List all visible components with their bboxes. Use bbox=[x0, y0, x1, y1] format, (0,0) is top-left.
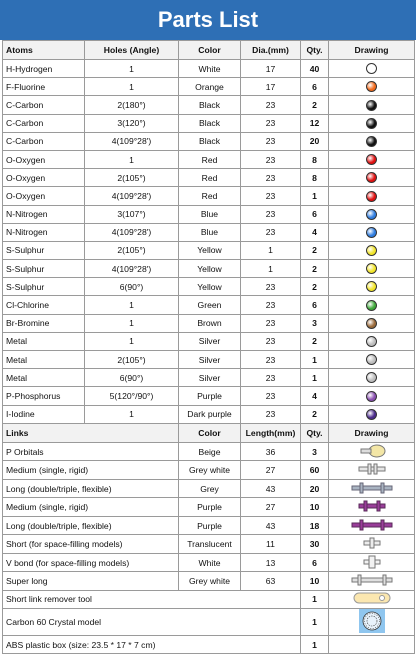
atom-holes: 2(105°) bbox=[85, 241, 179, 259]
link-drawing bbox=[329, 461, 415, 480]
atom-ball-icon bbox=[366, 136, 377, 147]
atom-qty: 8 bbox=[301, 150, 329, 168]
link-row bbox=[3, 442, 415, 461]
atom-ball-icon bbox=[366, 372, 377, 383]
atom-ball-icon bbox=[366, 245, 377, 256]
atom-dia: 23 bbox=[241, 278, 301, 296]
link-drawing-header: Drawing bbox=[329, 423, 415, 442]
atom-name: I-Iodine bbox=[3, 405, 85, 423]
atom-dia: 23 bbox=[241, 405, 301, 423]
atom-row bbox=[3, 369, 415, 387]
link-qty: 20 bbox=[301, 479, 329, 498]
holes-header: Holes (Angle) bbox=[85, 41, 179, 60]
atom-color: Black bbox=[179, 114, 241, 132]
link-name: Short (for space-filling models) bbox=[3, 535, 179, 554]
atom-qty: 1 bbox=[301, 351, 329, 369]
atom-qty: 2 bbox=[301, 405, 329, 423]
v-bond-icon bbox=[361, 555, 383, 571]
link-qty: 10 bbox=[301, 498, 329, 517]
atom-row bbox=[3, 60, 415, 78]
atom-holes: 2(105°) bbox=[85, 351, 179, 369]
atom-ball-icon bbox=[366, 172, 377, 183]
extra-name: ABS plastic box (size: 23.5 * 17 * 7 cm) bbox=[3, 635, 301, 653]
atom-color: Silver bbox=[179, 369, 241, 387]
atom-ball-icon bbox=[366, 209, 377, 220]
page-title bbox=[0, 0, 416, 40]
extra-row bbox=[3, 635, 415, 653]
atom-ball-icon bbox=[366, 63, 377, 74]
atom-ball-icon bbox=[366, 227, 377, 238]
link-row bbox=[3, 553, 415, 572]
extra-row bbox=[3, 590, 415, 608]
atom-name: Metal bbox=[3, 351, 85, 369]
atom-dia: 23 bbox=[241, 96, 301, 114]
short-link-icon bbox=[361, 536, 383, 552]
link-color: Grey white bbox=[179, 572, 241, 591]
atom-dia: 23 bbox=[241, 296, 301, 314]
atom-color: Orange bbox=[179, 78, 241, 96]
atom-qty: 4 bbox=[301, 387, 329, 405]
atom-drawing bbox=[329, 260, 415, 278]
atom-row bbox=[3, 387, 415, 405]
atom-holes: 1 bbox=[85, 296, 179, 314]
atom-color: Silver bbox=[179, 351, 241, 369]
atom-name: S-Sulphur bbox=[3, 241, 85, 259]
atom-name: S-Sulphur bbox=[3, 278, 85, 296]
atom-ball-icon bbox=[366, 118, 377, 129]
atom-holes: 1 bbox=[85, 60, 179, 78]
atom-color: Red bbox=[179, 187, 241, 205]
extra-drawing bbox=[329, 590, 415, 608]
link-qty: 60 bbox=[301, 461, 329, 480]
link-drawing bbox=[329, 498, 415, 517]
atom-color: Yellow bbox=[179, 278, 241, 296]
link-length: 43 bbox=[241, 516, 301, 535]
link-name: Medium (single, rigid) bbox=[3, 498, 179, 517]
atom-ball-icon bbox=[366, 409, 377, 420]
atom-dia: 1 bbox=[241, 260, 301, 278]
links-table-body bbox=[3, 423, 415, 590]
atom-ball-icon bbox=[366, 336, 377, 347]
extra-name: Short link remover tool bbox=[3, 590, 301, 608]
link-name: Medium (single, rigid) bbox=[3, 461, 179, 480]
atom-ball-icon bbox=[366, 300, 377, 311]
atom-ball-icon bbox=[366, 191, 377, 202]
link-row bbox=[3, 572, 415, 591]
link-row bbox=[3, 516, 415, 535]
atom-color: White bbox=[179, 60, 241, 78]
atom-dia: 23 bbox=[241, 332, 301, 350]
atom-color: Purple bbox=[179, 387, 241, 405]
link-color: Purple bbox=[179, 498, 241, 517]
atom-drawing bbox=[329, 169, 415, 187]
atom-name: C-Carbon bbox=[3, 114, 85, 132]
atom-name: O-Oxygen bbox=[3, 169, 85, 187]
atom-name: C-Carbon bbox=[3, 132, 85, 150]
atom-qty: 1 bbox=[301, 369, 329, 387]
atom-name: O-Oxygen bbox=[3, 150, 85, 168]
atom-holes: 3(107°) bbox=[85, 205, 179, 223]
atom-drawing bbox=[329, 296, 415, 314]
atom-row bbox=[3, 78, 415, 96]
atom-holes: 1 bbox=[85, 150, 179, 168]
atom-dia: 23 bbox=[241, 132, 301, 150]
parts-table bbox=[2, 40, 415, 654]
atom-row bbox=[3, 169, 415, 187]
atom-row bbox=[3, 332, 415, 350]
atom-color: Dark purple bbox=[179, 405, 241, 423]
atom-holes: 2(180°) bbox=[85, 96, 179, 114]
drawing-header: Drawing bbox=[329, 41, 415, 60]
link-length: 13 bbox=[241, 553, 301, 572]
atom-dia: 17 bbox=[241, 60, 301, 78]
link-drawing bbox=[329, 572, 415, 591]
color-header: Color bbox=[179, 41, 241, 60]
atoms-header: Atoms bbox=[3, 41, 85, 60]
atom-qty: 8 bbox=[301, 169, 329, 187]
atom-row bbox=[3, 96, 415, 114]
atom-drawing bbox=[329, 60, 415, 78]
atom-row bbox=[3, 296, 415, 314]
extra-qty: 1 bbox=[301, 635, 329, 653]
extra-qty: 1 bbox=[301, 590, 329, 608]
link-drawing bbox=[329, 535, 415, 554]
atom-holes: 4(109°28') bbox=[85, 187, 179, 205]
atom-row bbox=[3, 205, 415, 223]
extra-row bbox=[3, 608, 415, 635]
link-color: Beige bbox=[179, 442, 241, 461]
atom-holes: 5(120°/90°) bbox=[85, 387, 179, 405]
link-name: V bond (for space-filling models) bbox=[3, 553, 179, 572]
atom-name: P-Phosphorus bbox=[3, 387, 85, 405]
link-length: 11 bbox=[241, 535, 301, 554]
atom-dia: 23 bbox=[241, 223, 301, 241]
link-qty: 18 bbox=[301, 516, 329, 535]
link-length: 43 bbox=[241, 479, 301, 498]
atom-color: Red bbox=[179, 169, 241, 187]
atom-holes: 1 bbox=[85, 332, 179, 350]
link-color: Grey bbox=[179, 479, 241, 498]
atom-color: Yellow bbox=[179, 260, 241, 278]
atom-name: C-Carbon bbox=[3, 96, 85, 114]
atom-qty: 2 bbox=[301, 278, 329, 296]
atom-holes: 2(105°) bbox=[85, 169, 179, 187]
links-header-row bbox=[3, 423, 415, 442]
atom-dia: 23 bbox=[241, 369, 301, 387]
length-header: Length(mm) bbox=[241, 423, 301, 442]
atom-color: Green bbox=[179, 296, 241, 314]
link-qty: 10 bbox=[301, 572, 329, 591]
link-color: Translucent bbox=[179, 535, 241, 554]
link-name: Long (double/triple, flexible) bbox=[3, 479, 179, 498]
atom-drawing bbox=[329, 241, 415, 259]
dia-header: Dia.(mm) bbox=[241, 41, 301, 60]
atom-ball-icon bbox=[366, 281, 377, 292]
atom-holes: 6(90°) bbox=[85, 278, 179, 296]
atom-holes: 1 bbox=[85, 405, 179, 423]
link-qty: 3 bbox=[301, 442, 329, 461]
link-name: Super long bbox=[3, 572, 179, 591]
atom-dia: 1 bbox=[241, 241, 301, 259]
atom-name: Metal bbox=[3, 332, 85, 350]
atom-holes: 4(109°28') bbox=[85, 223, 179, 241]
atom-qty: 2 bbox=[301, 241, 329, 259]
link-row bbox=[3, 479, 415, 498]
atom-holes: 4(109°28') bbox=[85, 132, 179, 150]
atom-drawing bbox=[329, 405, 415, 423]
atom-dia: 23 bbox=[241, 314, 301, 332]
atom-drawing bbox=[329, 114, 415, 132]
atom-color: Yellow bbox=[179, 241, 241, 259]
atom-dia: 23 bbox=[241, 169, 301, 187]
extra-drawing bbox=[329, 635, 415, 653]
atom-drawing bbox=[329, 132, 415, 150]
atom-name: Metal bbox=[3, 369, 85, 387]
atom-row bbox=[3, 260, 415, 278]
atom-qty: 12 bbox=[301, 114, 329, 132]
atom-name: F-Fluorine bbox=[3, 78, 85, 96]
atom-name: N-Nitrogen bbox=[3, 205, 85, 223]
link-row bbox=[3, 535, 415, 554]
link-drawing bbox=[329, 442, 415, 461]
atom-drawing bbox=[329, 78, 415, 96]
atom-name: H-Hydrogen bbox=[3, 60, 85, 78]
atom-row bbox=[3, 187, 415, 205]
link-drawing bbox=[329, 516, 415, 535]
atom-qty: 2 bbox=[301, 332, 329, 350]
atom-color: Black bbox=[179, 96, 241, 114]
atom-ball-icon bbox=[366, 81, 377, 92]
link-length: 27 bbox=[241, 498, 301, 517]
atom-drawing bbox=[329, 150, 415, 168]
atom-holes: 6(90°) bbox=[85, 369, 179, 387]
c60-model-icon bbox=[359, 609, 385, 635]
atom-row bbox=[3, 278, 415, 296]
atom-row bbox=[3, 114, 415, 132]
atom-drawing bbox=[329, 96, 415, 114]
atom-row bbox=[3, 314, 415, 332]
atom-name: N-Nitrogen bbox=[3, 223, 85, 241]
atom-color: Brown bbox=[179, 314, 241, 332]
link-length: 36 bbox=[241, 442, 301, 461]
p-orbital-icon bbox=[357, 444, 387, 460]
atom-qty: 20 bbox=[301, 132, 329, 150]
atom-ball-icon bbox=[366, 318, 377, 329]
atom-holes: 3(120°) bbox=[85, 114, 179, 132]
atom-dia: 23 bbox=[241, 387, 301, 405]
link-length: 63 bbox=[241, 572, 301, 591]
extra-qty: 1 bbox=[301, 608, 329, 635]
atom-holes: 1 bbox=[85, 78, 179, 96]
extra-name: Carbon 60 Crystal model bbox=[3, 608, 301, 635]
atom-dia: 23 bbox=[241, 114, 301, 132]
atom-color: Blue bbox=[179, 205, 241, 223]
atom-dia: 17 bbox=[241, 78, 301, 96]
link-drawing bbox=[329, 553, 415, 572]
atom-holes: 1 bbox=[85, 314, 179, 332]
super-long-link-icon bbox=[350, 573, 394, 589]
links-header: Links bbox=[3, 423, 179, 442]
link-qty: 6 bbox=[301, 553, 329, 572]
atom-drawing bbox=[329, 278, 415, 296]
atom-qty: 6 bbox=[301, 78, 329, 96]
atom-dia: 23 bbox=[241, 351, 301, 369]
long-purple-link-icon bbox=[350, 518, 394, 534]
atom-drawing bbox=[329, 332, 415, 350]
atom-qty: 6 bbox=[301, 205, 329, 223]
extra-drawing bbox=[329, 608, 415, 635]
atom-qty: 3 bbox=[301, 314, 329, 332]
atom-row bbox=[3, 132, 415, 150]
link-color: White bbox=[179, 553, 241, 572]
atom-name: Cl-Chlorine bbox=[3, 296, 85, 314]
atom-drawing bbox=[329, 205, 415, 223]
atom-row bbox=[3, 150, 415, 168]
atom-row bbox=[3, 223, 415, 241]
atom-drawing bbox=[329, 351, 415, 369]
medium-purple-link-icon bbox=[357, 499, 387, 515]
link-color: Grey white bbox=[179, 461, 241, 480]
atom-color: Silver bbox=[179, 332, 241, 350]
title-text: Parts List bbox=[157, 7, 259, 32]
atom-drawing bbox=[329, 223, 415, 241]
atom-drawing bbox=[329, 387, 415, 405]
link-color-header: Color bbox=[179, 423, 241, 442]
atom-qty: 1 bbox=[301, 187, 329, 205]
atom-drawing bbox=[329, 369, 415, 387]
atom-ball-icon bbox=[366, 100, 377, 111]
atom-name: Br-Bromine bbox=[3, 314, 85, 332]
long-grey-link-icon bbox=[350, 481, 394, 497]
atom-ball-icon bbox=[366, 354, 377, 365]
atom-holes: 4(109°28') bbox=[85, 260, 179, 278]
atom-ball-icon bbox=[366, 391, 377, 402]
link-qty-header: Qty. bbox=[301, 423, 329, 442]
link-row bbox=[3, 498, 415, 517]
atom-qty: 2 bbox=[301, 96, 329, 114]
atom-drawing bbox=[329, 187, 415, 205]
medium-link-icon bbox=[357, 462, 387, 478]
atom-qty: 6 bbox=[301, 296, 329, 314]
atoms-table-body bbox=[3, 41, 415, 424]
link-name: Long (double/triple, flexible) bbox=[3, 516, 179, 535]
atom-qty: 4 bbox=[301, 223, 329, 241]
atom-row bbox=[3, 241, 415, 259]
link-length: 27 bbox=[241, 461, 301, 480]
atom-row bbox=[3, 351, 415, 369]
link-row bbox=[3, 461, 415, 480]
atom-row bbox=[3, 405, 415, 423]
link-color: Purple bbox=[179, 516, 241, 535]
atom-qty: 2 bbox=[301, 260, 329, 278]
atoms-header-row bbox=[3, 41, 415, 60]
atom-color: Black bbox=[179, 132, 241, 150]
extras-table-body bbox=[3, 590, 415, 653]
atom-drawing bbox=[329, 314, 415, 332]
atom-color: Blue bbox=[179, 223, 241, 241]
atom-ball-icon bbox=[366, 154, 377, 165]
atom-qty: 40 bbox=[301, 60, 329, 78]
atom-name: O-Oxygen bbox=[3, 187, 85, 205]
atom-dia: 23 bbox=[241, 187, 301, 205]
qty-header: Qty. bbox=[301, 41, 329, 60]
remover-tool-icon bbox=[352, 591, 392, 607]
atom-name: S-Sulphur bbox=[3, 260, 85, 278]
atom-color: Red bbox=[179, 150, 241, 168]
link-qty: 30 bbox=[301, 535, 329, 554]
atom-ball-icon bbox=[366, 263, 377, 274]
link-drawing bbox=[329, 479, 415, 498]
atom-dia: 23 bbox=[241, 205, 301, 223]
atom-dia: 23 bbox=[241, 150, 301, 168]
link-name: P Orbitals bbox=[3, 442, 179, 461]
